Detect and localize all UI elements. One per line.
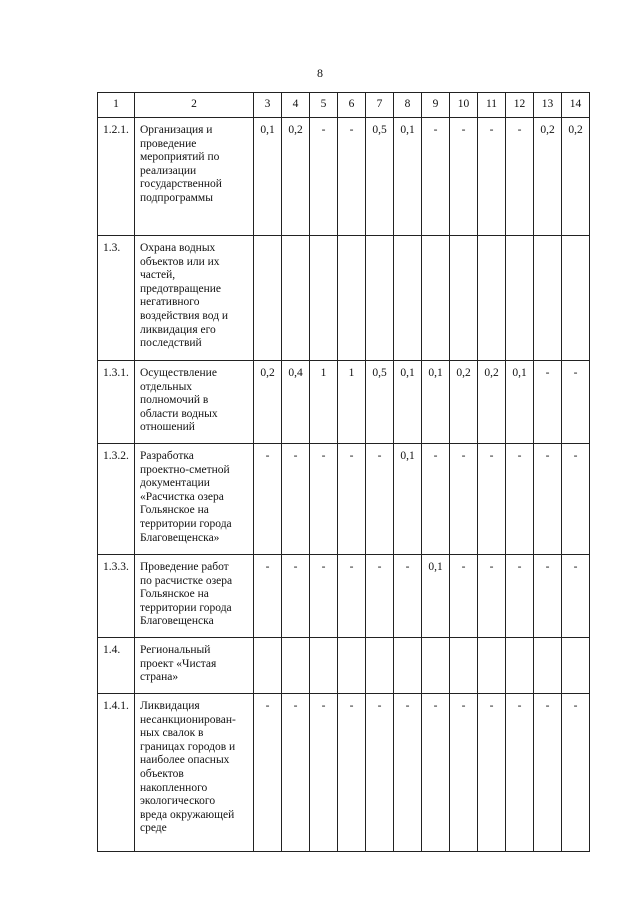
value-cell-col-6: - (338, 555, 366, 638)
value-cell-col-4: 0,2 (282, 118, 310, 236)
value-cell-col-8: 0,1 (394, 444, 422, 555)
header-cell-1: 1 (98, 93, 135, 118)
data-table (97, 92, 590, 852)
row-name-line: страна» (140, 671, 179, 684)
value-cell-col-6: - (338, 444, 366, 555)
row-number: 1.3. (98, 236, 135, 361)
value-cell-col-8: 0,1 (394, 361, 422, 444)
value-cell-col-13 (534, 638, 562, 694)
value-cell-col-4: - (282, 555, 310, 638)
value-cell-col-12: - (506, 694, 534, 852)
row-name-line: Региональный (140, 644, 211, 656)
row-name-line: проект «Чистая (140, 657, 217, 670)
value-cell-col-4 (282, 638, 310, 694)
row-name-line: объектов (140, 767, 184, 780)
value-cell-col-3 (254, 638, 282, 694)
value-cell-col-13: - (534, 694, 562, 852)
value-cell-col-10: - (450, 118, 478, 236)
value-cell-col-11: - (478, 694, 506, 852)
value-cell-col-3: 0,2 (254, 361, 282, 444)
row-name-line: накопленного (140, 781, 208, 794)
header-cell-8: 8 (394, 93, 422, 118)
value-cell-col-9 (422, 638, 450, 694)
row-name (135, 236, 254, 361)
value-cell-col-10: 0,2 (450, 361, 478, 444)
header-cell-10: 10 (450, 93, 478, 118)
row-name-line: среде (140, 822, 167, 835)
value-cell-col-14: - (562, 444, 590, 555)
header-cell-7: 7 (366, 93, 394, 118)
value-cell-col-4: - (282, 444, 310, 555)
value-cell-col-8: 0,1 (394, 118, 422, 236)
row-name-line: мероприятий по (140, 151, 220, 164)
row-name-line: территории города (140, 601, 232, 614)
value-cell-col-9: - (422, 118, 450, 236)
value-cell-col-14: 0,2 (562, 118, 590, 236)
row-name-line: вреда окружающей (140, 808, 235, 821)
value-cell-col-4 (282, 236, 310, 361)
row-name-line: последствий (140, 337, 202, 350)
table-row (98, 638, 590, 694)
row-name-line: проектно-сметной (140, 463, 230, 476)
value-cell-col-9: - (422, 694, 450, 852)
value-cell-col-6: - (338, 694, 366, 852)
value-cell-col-11 (478, 638, 506, 694)
row-name-line: реализации (140, 164, 197, 177)
value-cell-col-13: 0,2 (534, 118, 562, 236)
value-cell-col-5: - (310, 694, 338, 852)
value-cell-col-12: 0,1 (506, 361, 534, 444)
value-cell-col-3: - (254, 444, 282, 555)
row-number: 1.3.1. (98, 361, 135, 444)
row-name-line: области водных (140, 407, 218, 420)
table-row (98, 555, 590, 638)
value-cell-col-13: - (534, 361, 562, 444)
value-cell-col-5 (310, 236, 338, 361)
value-cell-col-13 (534, 236, 562, 361)
row-name (135, 118, 254, 236)
header-cell-6: 6 (338, 93, 366, 118)
row-name-line: Гольянское на (140, 588, 209, 601)
value-cell-col-7: 0,5 (366, 118, 394, 236)
header-cell-4: 4 (282, 93, 310, 118)
value-cell-col-10 (450, 236, 478, 361)
row-number: 1.4.1. (98, 694, 135, 852)
row-name-line: границах городов и (140, 740, 236, 753)
value-cell-col-8 (394, 638, 422, 694)
value-cell-col-4: - (282, 694, 310, 852)
row-name (135, 555, 254, 638)
row-number: 1.4. (98, 638, 135, 694)
value-cell-col-9: 0,1 (422, 555, 450, 638)
row-name-line: государственной (140, 178, 222, 191)
value-cell-col-3: 0,1 (254, 118, 282, 236)
value-cell-col-13: - (534, 555, 562, 638)
value-cell-col-9 (422, 236, 450, 361)
row-name (135, 444, 254, 555)
row-name-line: отношений (140, 421, 195, 434)
row-name-line: отдельных (140, 380, 193, 393)
value-cell-col-12: - (506, 555, 534, 638)
header-cell-12: 12 (506, 93, 534, 118)
header-cell-5: 5 (310, 93, 338, 118)
value-cell-col-7: - (366, 555, 394, 638)
table-row (98, 444, 590, 555)
value-cell-col-3: - (254, 694, 282, 852)
row-name-line: воздействия вод и (140, 309, 229, 322)
row-number: 1.3.3. (98, 555, 135, 638)
page-number: 8 (317, 66, 323, 80)
row-name-line: несанкционирован- (140, 713, 236, 726)
row-number: 1.2.1. (98, 118, 135, 236)
value-cell-col-12 (506, 236, 534, 361)
value-cell-col-7: - (366, 444, 394, 555)
row-name-line: подпрограммы (140, 191, 213, 204)
value-cell-col-5: - (310, 555, 338, 638)
value-cell-col-7: 0,5 (366, 361, 394, 444)
row-name-line: по расчистке озера (140, 574, 233, 587)
row-name-line: Проведение работ (140, 561, 229, 573)
row-name (135, 638, 254, 694)
value-cell-col-3 (254, 236, 282, 361)
value-cell-col-5: - (310, 118, 338, 236)
value-cell-col-6 (338, 638, 366, 694)
value-cell-col-9: - (422, 444, 450, 555)
row-name (135, 361, 254, 444)
value-cell-col-14 (562, 236, 590, 361)
value-cell-col-7 (366, 638, 394, 694)
value-cell-col-14: - (562, 694, 590, 852)
value-cell-col-7 (366, 236, 394, 361)
value-cell-col-11 (478, 236, 506, 361)
table-row (98, 236, 590, 361)
value-cell-col-12: - (506, 444, 534, 555)
value-cell-col-7: - (366, 694, 394, 852)
table-row (98, 694, 590, 852)
row-name-line: ликвидация его (140, 323, 216, 336)
row-name-line: частей, (140, 269, 176, 282)
table-row (98, 118, 590, 236)
row-name-line: Благовещенска (140, 615, 214, 628)
row-name-line: Организация и (140, 124, 213, 136)
value-cell-col-8 (394, 236, 422, 361)
row-name-line: «Расчистка озера (140, 490, 224, 503)
value-cell-col-10: - (450, 444, 478, 555)
value-cell-col-6 (338, 236, 366, 361)
row-name-line: предотвращение (140, 282, 221, 295)
header-cell-11: 11 (478, 93, 506, 118)
header-row (98, 93, 590, 118)
value-cell-col-11: 0,2 (478, 361, 506, 444)
value-cell-col-8: - (394, 694, 422, 852)
row-name-line: наиболее опасных (140, 754, 230, 767)
value-cell-col-4: 0,4 (282, 361, 310, 444)
value-cell-col-12 (506, 638, 534, 694)
row-name-line: проведение (140, 137, 197, 150)
header-cell-13: 13 (534, 93, 562, 118)
value-cell-col-5 (310, 638, 338, 694)
value-cell-col-11: - (478, 118, 506, 236)
value-cell-col-9: 0,1 (422, 361, 450, 444)
row-name-line: объектов или их (140, 255, 220, 268)
header-cell-3: 3 (254, 93, 282, 118)
row-name-line: Ликвидация (140, 700, 200, 712)
header-cell-9: 9 (422, 93, 450, 118)
value-cell-col-11: - (478, 444, 506, 555)
value-cell-col-5: - (310, 444, 338, 555)
row-name-line: Осуществление (140, 367, 217, 379)
value-cell-col-12: - (506, 118, 534, 236)
row-name-line: экологического (140, 795, 216, 808)
value-cell-col-10 (450, 638, 478, 694)
value-cell-col-3: - (254, 555, 282, 638)
value-cell-col-13: - (534, 444, 562, 555)
value-cell-col-8: - (394, 555, 422, 638)
value-cell-col-10: - (450, 555, 478, 638)
row-number: 1.3.2. (98, 444, 135, 555)
value-cell-col-10: - (450, 694, 478, 852)
row-name-line: Охрана водных (140, 242, 216, 254)
value-cell-col-6: - (338, 118, 366, 236)
header-cell-2: 2 (135, 93, 254, 118)
table-row (98, 361, 590, 444)
row-name-line: Благовещенска» (140, 531, 220, 544)
value-cell-col-14: - (562, 361, 590, 444)
value-cell-col-11: - (478, 555, 506, 638)
row-name (135, 694, 254, 852)
value-cell-col-14: - (562, 555, 590, 638)
value-cell-col-6: 1 (338, 361, 366, 444)
value-cell-col-5: 1 (310, 361, 338, 444)
row-name-line: Гольянское на (140, 504, 209, 517)
row-name-line: негативного (140, 296, 200, 309)
row-name-line: Разработка (140, 450, 194, 462)
header-cell-14: 14 (562, 93, 590, 118)
row-name-line: территории города (140, 517, 232, 530)
row-name-line: документации (140, 477, 210, 490)
row-name-line: ных свалок в (140, 727, 204, 740)
value-cell-col-14 (562, 638, 590, 694)
row-name-line: полномочий в (140, 394, 209, 407)
